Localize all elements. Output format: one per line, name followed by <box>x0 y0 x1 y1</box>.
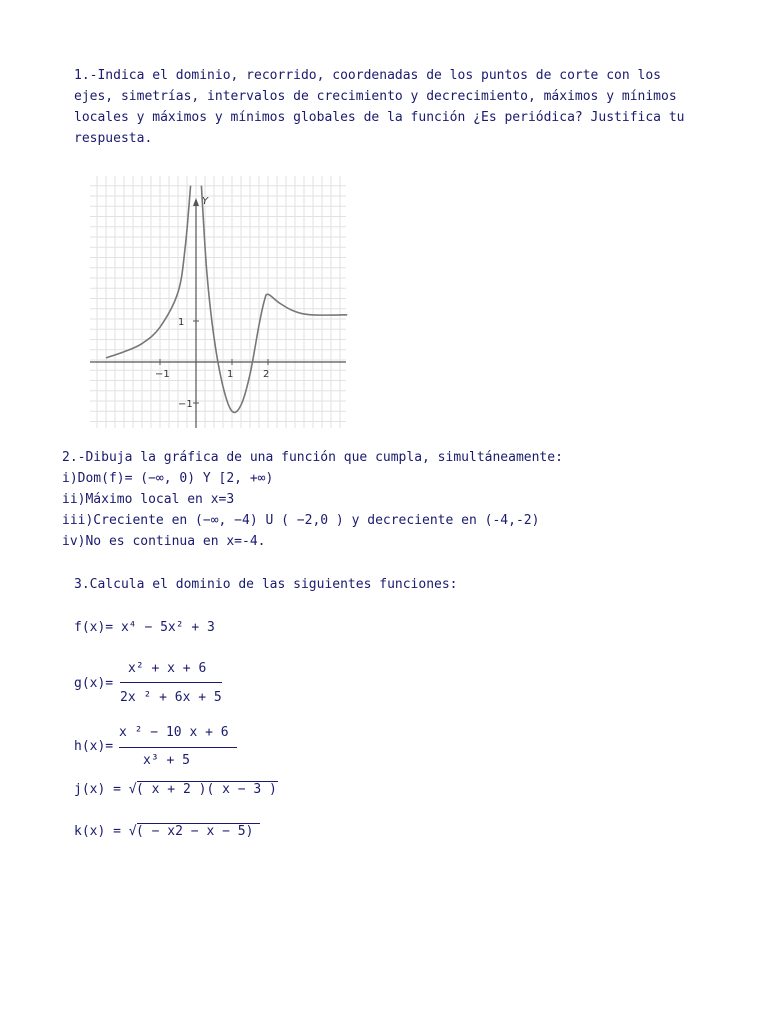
q2-line-5: iv)No es continua en x=-4. <box>62 534 266 549</box>
q1-line-1: 1.-Indica el dominio, recorrido, coordenadas de los puntos de corte con los <box>74 68 661 83</box>
y-axis-arrow <box>193 198 199 206</box>
function-h-label: h(x)= <box>74 739 114 754</box>
q2-line-4: iii)Creciente en (−∞, −4) U ( −2,0 ) y decreciente en (-4,-2) <box>62 513 540 528</box>
function-k-label: k(x) = √ <box>74 824 137 839</box>
graph-grid <box>90 176 346 428</box>
function-g-numerator: x² + x + 6 <box>128 661 207 676</box>
function-f: f(x)= x⁴ − 5x² + 3 <box>74 620 215 635</box>
graph-labels <box>155 196 269 410</box>
q3-title: 3.Calcula el dominio de las siguientes funciones: <box>74 577 458 592</box>
function-h-fraction-bar <box>119 747 237 748</box>
function-h-denominator: x³ + 5 <box>143 753 190 768</box>
function-graph <box>86 170 350 432</box>
function-g-label: g(x)= <box>74 676 114 691</box>
q1-line-3: locales y máximos y mínimos globales de la función ¿Es periódica? Justifica tu <box>74 110 685 125</box>
q2-line-2: i)Dom(f)= (−∞, 0) Y [2, +∞) <box>62 471 274 486</box>
graph-axes <box>90 198 346 428</box>
function-g-denominator: 2x ² + 6x + 5 <box>120 690 222 705</box>
q1-line-2: ejes, simetrías, intervalos de crecimiento y decrecimiento, máximos y mínimos <box>74 89 677 104</box>
y-tick-label: −1 <box>178 399 193 410</box>
q2-line-1: 2.-Dibuja la gráfica de una función que cumpla, simultáneamente: <box>62 450 563 465</box>
function-j-radicand: ( x + 2 )( x − 3 ) <box>136 782 277 797</box>
function-h-numerator: x ² − 10 x + 6 <box>119 725 229 740</box>
y-axis-label: Y <box>202 196 209 207</box>
y-tick-label: 1 <box>178 317 185 328</box>
x-tick-label: −1 <box>155 369 170 380</box>
function-g-fraction-bar <box>120 682 222 683</box>
function-k-radicand: ( − x2 − x − 5) <box>136 824 254 839</box>
q1-line-4: respuesta. <box>74 131 153 146</box>
x-tick-label: 2 <box>263 369 270 380</box>
x-tick-label: 1 <box>227 369 234 380</box>
q2-line-3: ii)Máximo local en x=3 <box>62 492 235 507</box>
function-j-label: j(x) = √ <box>74 782 137 797</box>
